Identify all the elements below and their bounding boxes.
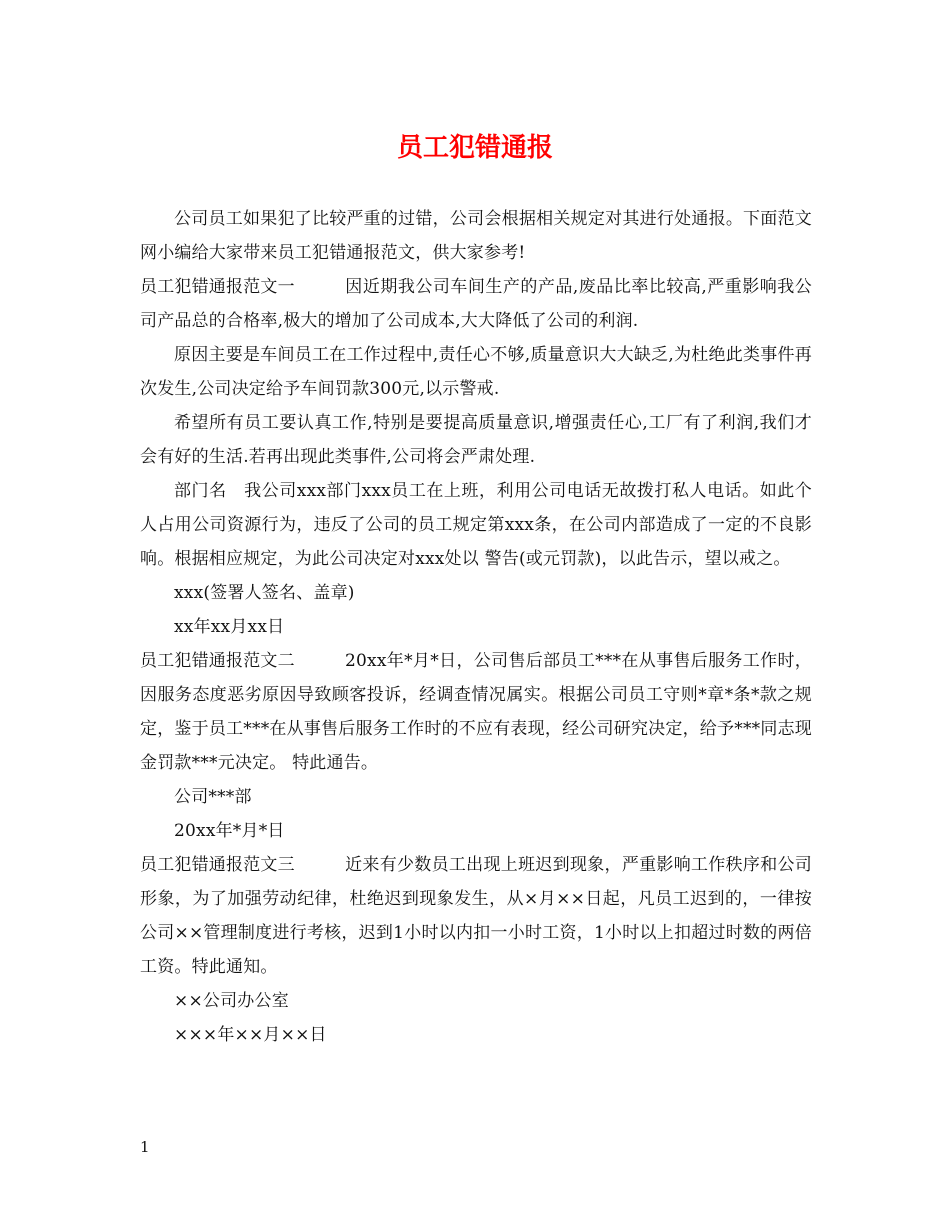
department-notice-paragraph: 部门名 我公司xxx部门xxx员工在上班，利用公司电话无故拨打私人电话。如此个人占用公司资源行为，违反了公司的员工规定第xxx条，在公司内部造成了一定的不良影响。根据相应规定，为此公司决定对xxx处以 警告(或元罚款)，以此告示，望以戒之。: [140, 481, 812, 569]
section-three-paragraph: [140, 848, 812, 984]
intro-paragraph: 公司员工如果犯了比较严重的过错，公司会根据相关规定对其进行处通报。下面范文网小编给大家带来员工犯错通报范文，供大家参考!: [140, 209, 812, 263]
document-title: 员工犯错通报: [396, 133, 553, 163]
hope-paragraph: 希望所有员工要认真工作,特别是要提高质量意识,增强责任心,工厂有了利润,我们才会有好的生活.若再出现此类事件,公司将会严肃处理.: [140, 413, 812, 467]
office-signature-line: ××公司办公室: [174, 991, 289, 1011]
office-date-line: ×××年××月××日: [174, 1025, 327, 1045]
page-number: 1: [140, 1138, 150, 1156]
section-two-label: 员工犯错通报范文二: [140, 651, 295, 671]
section-two-text: 20xx年*月*日，公司售后部员工***在从事售后服务工作时，因服务态度恶劣原因导致顾客投诉，经调查情况属实。根据公司员工守则*章*条*款之规定，鉴于员工***在从事售后服务工作时的不应有表现，经公司研究决定，给予***同志现金罚款***元决定。 特此通告。: [140, 651, 812, 773]
section-one-text: 因近期我公司车间生产的产品,废品比率比较高,严重影响我公司产品总的合格率,极大的增加了公司成本,大大降低了公司的利润.: [140, 277, 812, 331]
signature-line: xxx(签署人签名、盖章): [174, 583, 355, 603]
section-two-paragraph: [140, 644, 812, 780]
department-date-line: 20xx年*月*日: [174, 821, 285, 841]
section-one-paragraph: [140, 270, 812, 338]
section-three-text: 近来有少数员工出现上班迟到现象，严重影响工作秩序和公司形象，为了加强劳动纪律，杜绝迟到现象发生，从×月××日起，凡员工迟到的，一律按公司××管理制度进行考核，迟到1小时以内扣一小时工资，1小时以上扣超过时数的两倍工资。特此通知。: [140, 855, 812, 977]
date-line: xx年xx月xx日: [174, 617, 285, 637]
section-one-label: 员工犯错通报范文一: [140, 277, 295, 297]
department-signature-line: 公司***部: [174, 787, 252, 807]
section-three-label: 员工犯错通报范文三: [140, 855, 295, 875]
document-body: [140, 202, 812, 1052]
reason-paragraph: 原因主要是车间员工在工作过程中,责任心不够,质量意识大大缺乏,为杜绝此类事件再次发生,公司决定给予车间罚款300元,以示警戒.: [140, 345, 812, 399]
